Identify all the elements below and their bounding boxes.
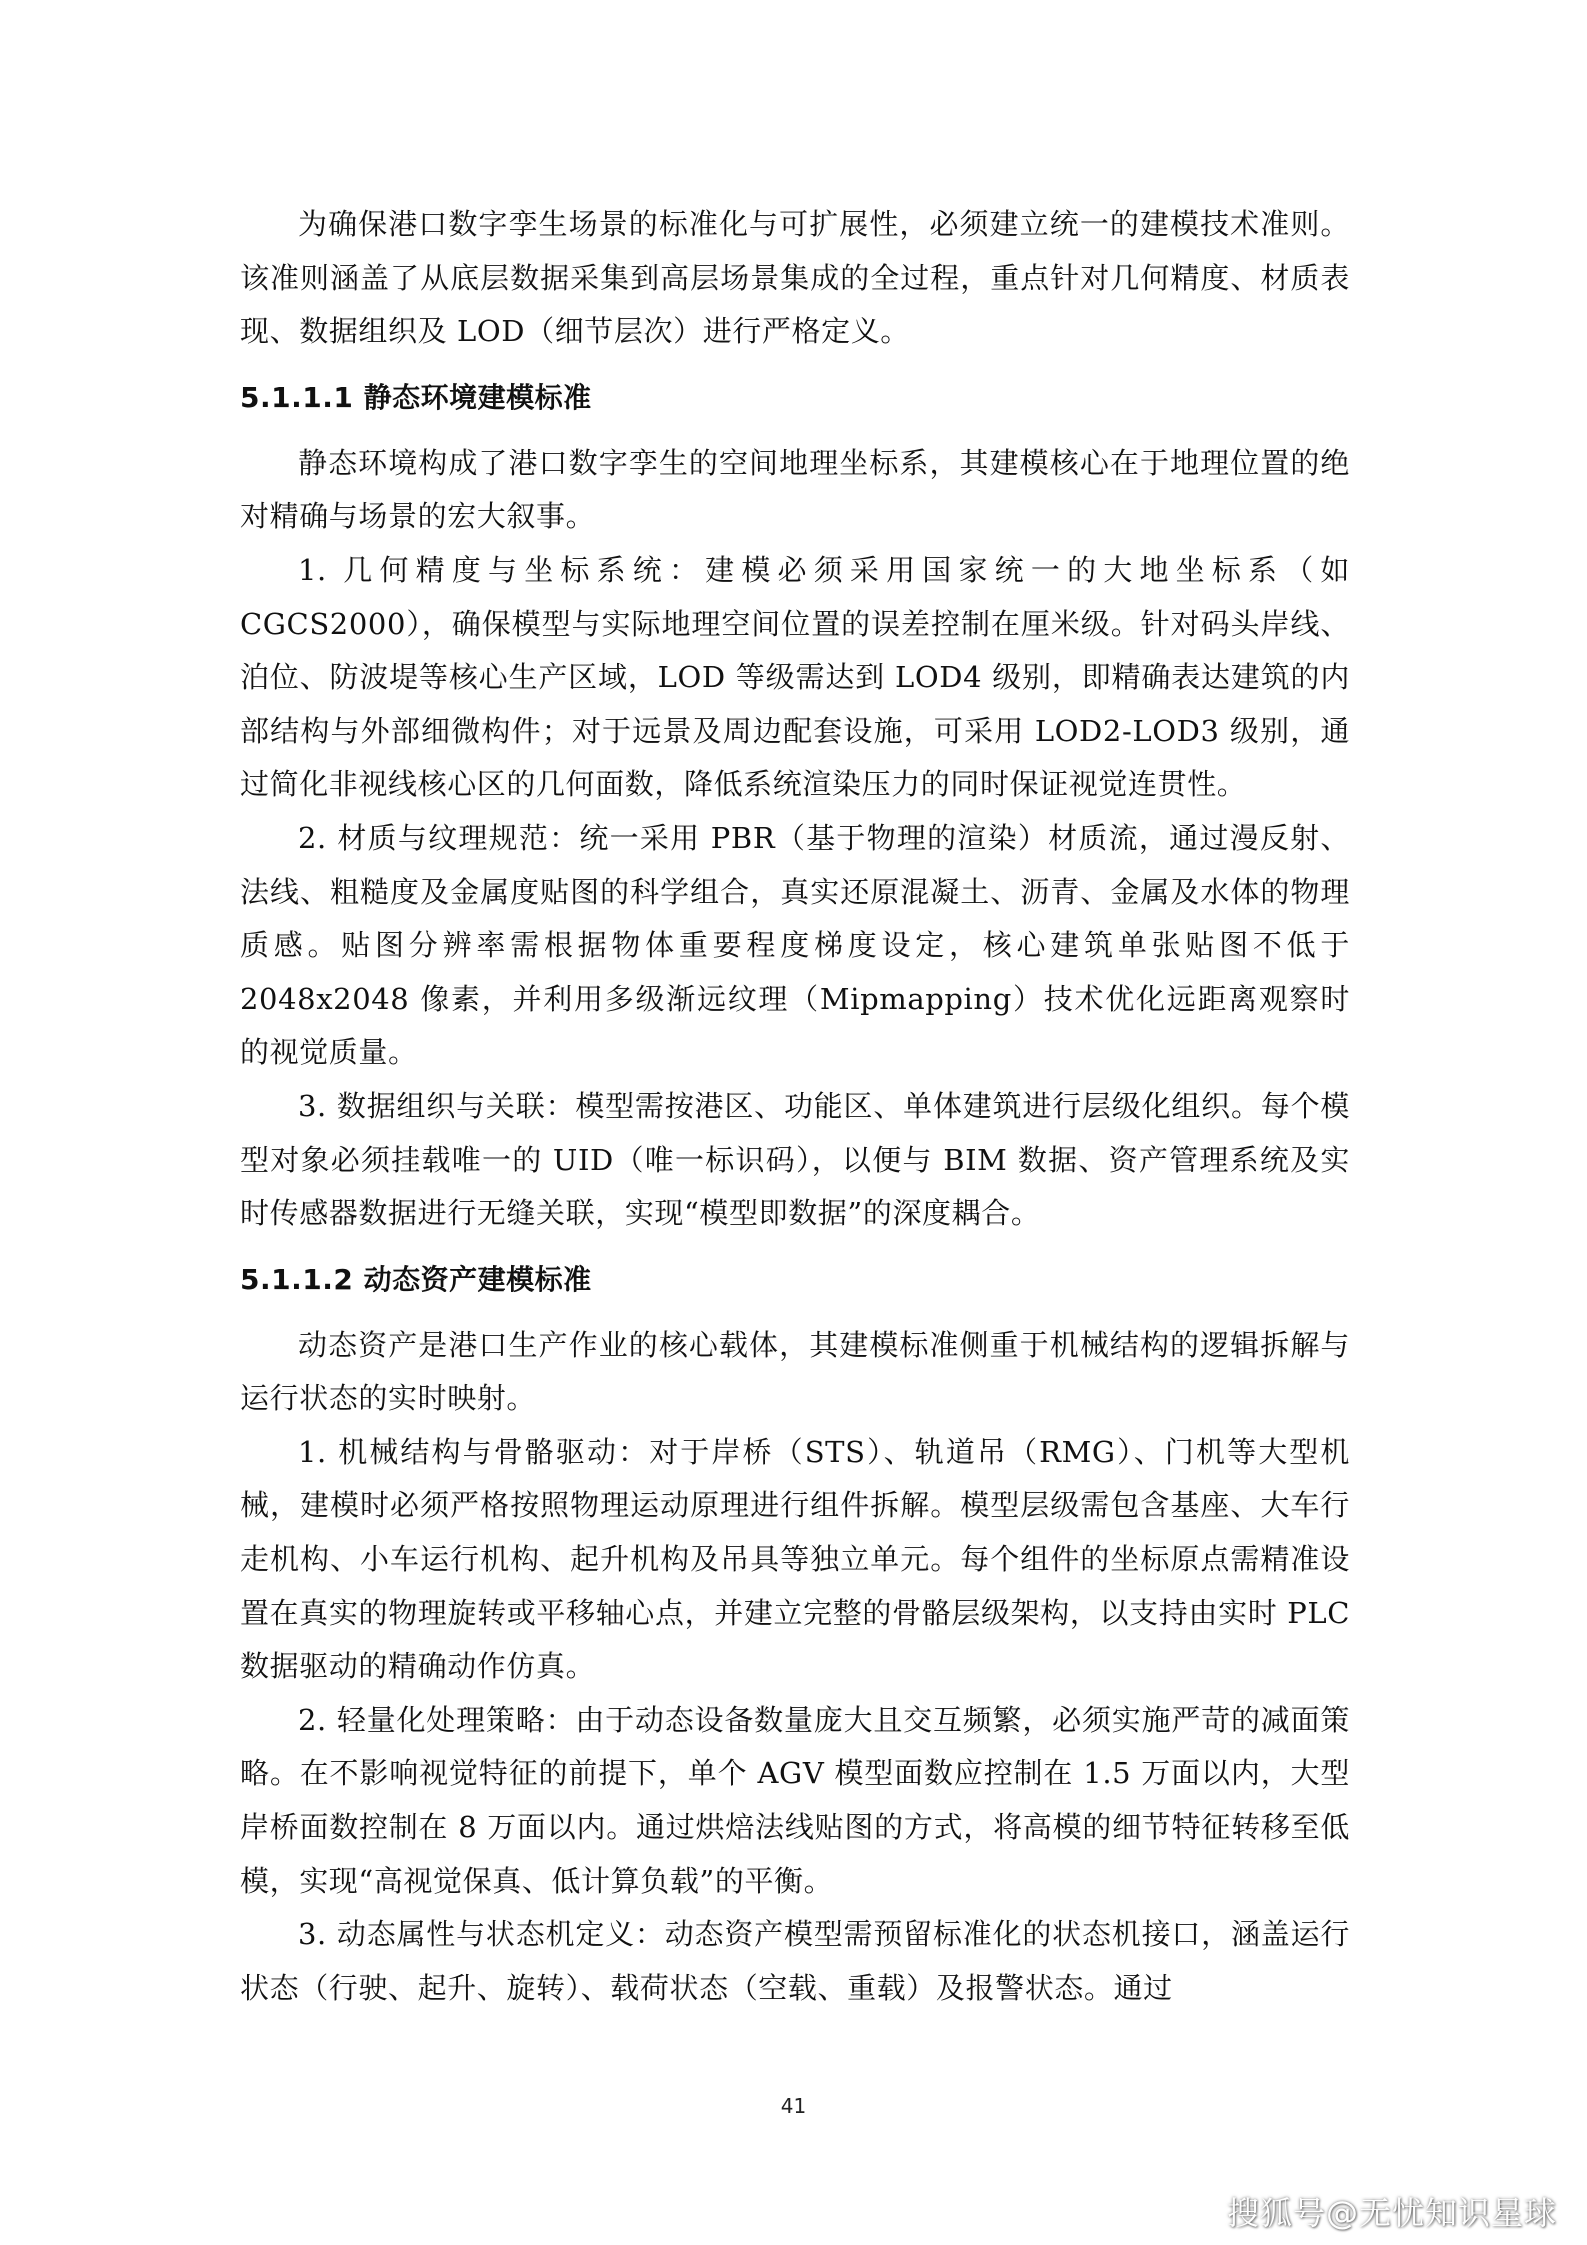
section-dynamic-item-2: 2. 轻量化处理策略：由于动态设备数量庞大且交互频繁，必须实施严苛的减面策略。在不影响视觉特征的前提下，单个 AGV 模型面数应控制在 1.5 万面以内，大型岸桥面数控制在 8 万面以内。通过烘焙法线贴图的方式，将高模的细节特征转移至低模，实现“高视觉保真、低计算负载”的平衡。 (240, 1702, 1350, 1898)
section-dynamic-intro: 动态资产是港口生产作业的核心载体，其建模标准侧重于机械结构的逻辑拆解与运行状态的实时映射。 (240, 1327, 1350, 1416)
section-static-intro: 静态环境构成了港口数字孪生的空间地理坐标系，其建模核心在于地理位置的绝对精确与场景的宏大叙事。 (240, 445, 1350, 534)
section-static-item-3: 3. 数据组织与关联：模型需按港区、功能区、单体建筑进行层级化组织。每个模型对象必须挂载唯一的 UID（唯一标识码），以便与 BIM 数据、资产管理系统及实时传感器数据进行无缝关联，实现“模型即数据”的深度耦合。 (240, 1088, 1350, 1231)
section-heading-static: 5.1.1.1 静态环境建模标准 (240, 380, 592, 414)
section-dynamic-item-1: 1. 机械结构与骨骼驱动：对于岸桥（STS）、轨道吊（RMG）、门机等大型机械，建模时必须严格按照物理运动原理进行组件拆解。模型层级需包含基座、大车行走机构、小车运行机构、起升机构及吊具等独立单元。每个组件的坐标原点需精准设置在真实的物理旋转或平移轴心点，并建立完整的骨骼层级架构，以支持由实时 PLC 数据驱动的精确动作仿真。 (240, 1434, 1350, 1684)
page-number: 41 (780, 2094, 807, 2118)
intro-paragraph: 为确保港口数字孪生场景的标准化与可扩展性，必须建立统一的建模技术准则。该准则涵盖了从底层数据采集到高层场景集成的全过程，重点针对几何精度、材质表现、数据组织及 LOD（细节层次）进行严格定义。 (240, 207, 1350, 349)
section-static-item-2: 2. 材质与纹理规范：统一采用 PBR（基于物理的渲染）材质流，通过漫反射、法线、粗糙度及金属度贴图的科学组合，真实还原混凝土、沥青、金属及水体的物理质感。贴图分辨率需根据物体重要程度梯度设定，核心建筑单张贴图不低于 2048x2048 像素，并利用多级渐远纹理（Mipmapping）技术优化远距离观察时的视觉质量。 (240, 820, 1350, 1070)
section-static-item-1: 1. 几何精度与坐标系统：建模必须采用国家统一的大地坐标系（如CGCS2000），确保模型与实际地理空间位置的误差控制在厘米级。针对码头岸线、泊位、防波堤等核心生产区域，LOD 等级需达到 LOD4 级别，即精确表达建筑的内部结构与外部细微构件；对于远景及周边配套设施，可采用 LOD2-LOD3 级别，通过简化非视线核心区的几何面数，降低系统渲染压力的同时保证视觉连贯性。 (240, 552, 1350, 802)
watermark: 搜狐号@无忧知识星球 (1226, 2194, 1557, 2232)
page-content (240, 198, 1350, 2015)
section-dynamic-item-3: 3. 动态属性与状态机定义：动态资产模型需预留标准化的状态机接口，涵盖运行状态（行驶、起升、旋转）、载荷状态（空载、重载）及报警状态。通过 (240, 1917, 1350, 2005)
section-heading-dynamic: 5.1.1.2 动态资产建模标准 (240, 1262, 592, 1296)
